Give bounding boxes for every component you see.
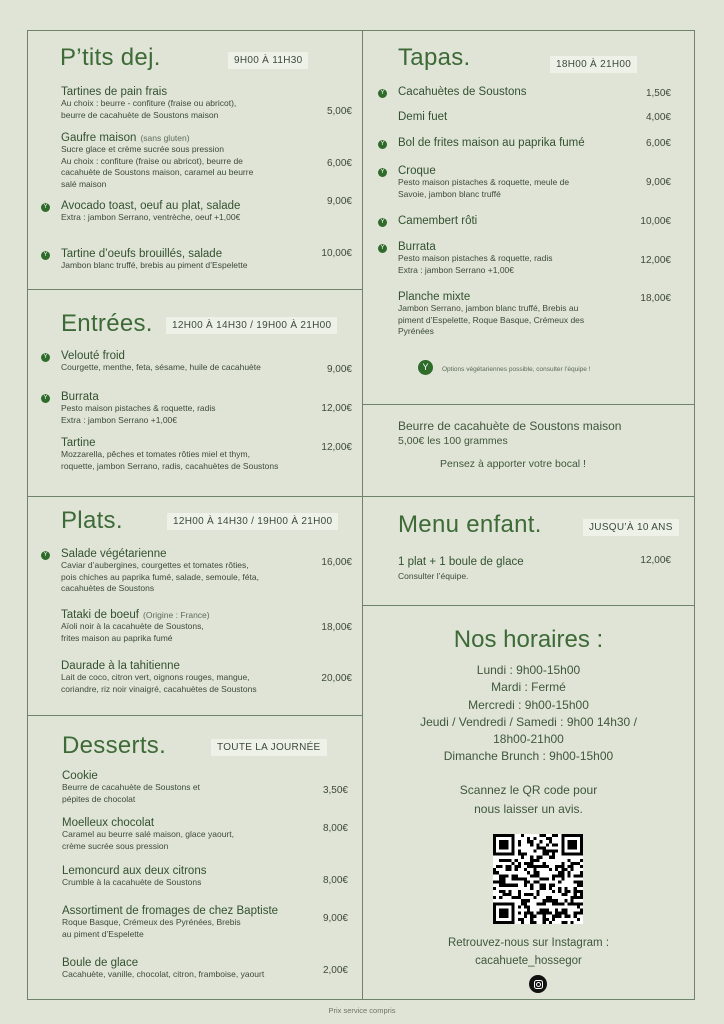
item-description: frites maison au paprika fumé [61,632,173,643]
item-name-text: Demi fuet [398,111,448,123]
plats-title: Plats. [61,507,123,534]
menu-item [380,137,671,149]
horaire-line: Dimanche Brunch : 9h00-15h00 [443,749,614,764]
menu-item [380,165,671,200]
item-name [398,165,671,177]
menu-item [380,86,671,99]
menu-item [61,437,352,472]
item-name-text: Bol de frites maison au paprika fumé [398,137,585,149]
item-name [61,391,352,403]
desserts-hours: TOUTE LA JOURNÉE [211,739,327,756]
item-description: Courgette, menthe, feta, sésame, huile de cacahuète [61,362,261,372]
item-name-text: Cookie [62,770,98,782]
ptits-dej-title: P’tits dej. [60,44,161,71]
enfant-desc: Consulter l’équipe. [398,571,469,581]
item-price: 4,00€ [645,112,671,123]
item-name-text: Gaufre maison [61,132,137,144]
item-description: cacahuètes de Soustons [61,583,155,593]
qr-invite-line2: nous laisser un avis. [474,802,583,816]
entrees-hours: 12H00 À 14H30 / 19H00 À 21H00 [166,317,337,334]
item-name [61,548,352,560]
item-price: 9,00€ [645,177,671,188]
menu-item [380,241,671,276]
horaire-line: Mardi : Fermé [491,680,566,695]
item-name [61,248,352,260]
instagram-icon[interactable] [529,975,547,993]
item-name [398,291,671,303]
item-name-text: Boule de glace [62,957,139,969]
vegetarian-badge-icon: Y [378,244,387,253]
enfant-item: 1 plat + 1 boule de glace [398,556,524,568]
instagram-handle[interactable]: cacahuete_hossegor [475,954,582,967]
vegetarian-badge-icon: Y [41,353,50,362]
divider [362,404,695,405]
tapas-title: Tapas. [398,44,471,71]
item-description: Jambon blanc truffé, brebis au piment d’Espelette [61,260,248,270]
vegetarian-badge-icon: Y [378,89,387,98]
item-name-text: Salade végétarienne [61,548,167,560]
item-description: piment d’Espelette, Roque Basque, Crémeux des [398,314,585,325]
menu-item [62,817,348,852]
item-name-text: Tartine d’oeufs brouillés, salade [61,248,223,260]
item-name-text: Assortiment de fromages de chez Baptiste [62,905,279,917]
item-name-text: Tataki de boeuf [61,609,140,621]
item-description: au piment d’Espelette [62,928,144,939]
item-description: Roque Basque, Crémeux des Pyrénées, Brebis [62,917,241,927]
item-name-text: Tartines de pain frais [61,86,168,98]
item-name-text: Avocado toast, oeuf au plat, salade [61,200,241,212]
horaire-line: Jeudi / Vendredi / Samedi : 9h00 14h30 / [420,714,637,729]
horaire-line: 18h00-21h00 [493,732,564,747]
item-price: 5,00€ [326,106,352,117]
item-description: Caviar d’aubergines, courgettes et tomates rôties, [61,560,249,570]
item-price: 9,00€ [322,913,348,924]
item-description: Extra : jambon Serrano +1,00€ [61,414,177,425]
tapas-hours: 18H00 À 21H00 [550,56,637,73]
divider [27,289,362,290]
horaires-title: Nos horaires : [453,626,604,653]
insta-line1: Retrouvez-nous sur Instagram : [447,937,610,949]
item-description: Pesto maison pistaches & roquette, radis [61,403,216,413]
horaire-line: Lundi : 9h00-15h00 [476,663,581,677]
item-price: 9,00€ [326,196,352,207]
item-price: 6,00€ [326,158,352,169]
item-name [61,660,352,672]
item-description: Caramel au beurre salé maison, glace yaourt, [62,829,234,839]
item-name-text: Lemoncurd aux deux citrons [62,865,207,877]
item-description: Savoie, jambon blanc truffé [398,188,501,199]
item-description: Cacahuète, vanille, chocolat, citron, framboise, yaourt [62,969,265,979]
item-description: Mozzarella, pêches et tomates rôties miel et thym, [61,449,250,459]
menu-item [62,905,348,940]
item-name [61,132,352,144]
item-description: Pesto maison pistaches & roquette, radis [398,253,553,263]
menu-item [61,132,352,190]
enfant-price: 12,00€ [640,555,671,566]
item-name [398,137,671,149]
enfant-title: Menu enfant. [398,511,542,538]
item-name [61,86,352,98]
horaires-list [363,662,694,766]
item-price: 18,00€ [640,293,671,304]
vegetarian-badge-icon: Y [41,203,50,212]
menu-item [398,111,671,123]
menu-item [61,660,352,695]
item-note: (Origine : France) [143,610,210,620]
column-divider [362,30,363,1000]
item-name [398,215,671,227]
item-name [61,200,352,212]
item-price: 1,50€ [645,88,671,99]
item-name-text: Croque [398,165,436,177]
vegetarian-badge-icon: Y [378,140,387,149]
beurre-title: Beurre de cacahuète de Soustons maison [398,419,622,433]
menu-item [43,248,352,272]
item-name [398,241,671,253]
vegetarian-badge-icon: Y [378,218,387,227]
qr-invite [363,781,694,819]
vegetarian-badge-icon: Y [41,251,50,260]
menu-item [398,291,671,338]
item-description: Au choix : beurre - confiture (fraise ou abricot), [61,98,237,108]
item-name-text: Daurade à la tahitienne [61,660,180,672]
menu-item [43,196,352,224]
item-description: Pyrénées [398,326,434,336]
item-price: 6,00€ [645,138,671,149]
desserts-title: Desserts. [62,732,167,759]
item-description: Jambon Serrano, jambon blanc truffé, Brebis au [398,303,579,313]
item-price: 10,00€ [640,216,671,227]
item-price: 3,50€ [322,785,348,796]
footer-note: Prix service compris [328,1006,396,1015]
item-description: salé maison [61,178,107,189]
divider [362,496,695,497]
divider [27,715,362,716]
item-name-text: Moelleux chocolat [62,817,155,829]
entrees-title: Entrées. [61,310,153,337]
beurre-price: 5,00€ les 100 grammes [398,435,508,447]
item-name-text: Planche mixte [398,291,471,303]
item-name [62,905,348,917]
item-description: Au choix : confiture (fraise ou abricot), beurre de [61,155,243,166]
item-name [62,957,348,969]
menu-item [380,215,671,227]
item-name-text: Burrata [398,241,436,253]
item-description: Pesto maison pistaches & roquette, meule de [398,177,570,187]
item-description: Extra : jambon Serrano +1,00€ [398,264,514,275]
item-description: Beurre de cacahuète de Soustons et [62,782,200,792]
item-price: 16,00€ [321,557,352,568]
horaire-line: Mercredi : 9h00-15h00 [468,697,589,712]
item-name [62,770,348,782]
item-description: Sucre glace et crème sucrée sous pression [61,144,224,154]
veg-note: Options végétariennes possible, consulter l’équipe ! [442,366,591,373]
item-price: 9,00€ [326,364,352,375]
vegetarian-badge-icon: Y [418,360,433,375]
item-description: coriandre, riz noir vinaigré, cacahuètes de Soustons [61,683,257,694]
item-description: pépites de chocolat [62,793,136,804]
item-name-text: Tartine [61,437,96,449]
item-price: 12,00€ [640,255,671,266]
vegetarian-badge-icon: Y [41,394,50,403]
menu-item [43,548,352,595]
item-price: 12,00€ [321,442,352,453]
enfant-age: JUSQU’À 10 ANS [583,519,679,536]
item-description: Crumble à la cacahuète de Soustons [62,877,202,887]
beurre-note: Pensez à apporter votre bocal ! [440,458,586,470]
item-description: roquette, jambon Serrano, radis, cacahuètes de Soustons [61,460,279,471]
item-description: Lait de coco, citron vert, oignons rouges, mangue, [61,672,250,682]
menu-item [61,86,352,121]
menu-item [62,865,348,889]
item-description: cacahuète de Soustons maison, caramel au beurre [61,167,254,177]
qr-invite-line1: Scannez le QR code pour [459,783,598,797]
vegetarian-badge-icon: Y [41,551,50,560]
item-name-text: Camembert rôti [398,215,478,227]
plats-hours: 12H00 À 14H30 / 19H00 À 21H00 [167,513,338,530]
menu-item [61,609,352,644]
item-name [398,86,671,98]
menu-item [62,957,348,981]
item-description: beurre de cacahuète de Soustons maison [61,109,219,120]
item-name [62,865,348,877]
item-description: Extra : jambon Serrano, ventrèche, oeuf +1,00€ [61,212,241,222]
item-price: 8,00€ [322,823,348,834]
item-name-text: Velouté froid [61,350,125,362]
item-name [61,437,352,449]
item-price: 20,00€ [321,673,352,684]
item-price: 18,00€ [321,622,352,633]
menu-item [43,391,352,426]
item-name-text: Cacahuètes de Soustons [398,86,527,98]
vegetarian-badge-icon: Y [378,168,387,177]
item-description: pois chiches au paprika fumé, salade, semoule, féta, [61,571,259,582]
item-price: 10,00€ [321,248,352,259]
item-price: 2,00€ [322,965,348,976]
ptits-dej-hours: 9H00 À 11H30 [228,52,308,69]
item-name [398,111,671,123]
item-note: (sans gluten) [140,133,190,143]
divider [362,605,695,606]
menu-item [62,770,348,805]
divider [27,496,362,497]
item-description: crème sucrée sous pression [62,840,169,851]
item-name [61,350,352,362]
menu-item [43,350,352,375]
item-price: 8,00€ [322,875,348,886]
item-description: Aïoli noir à la cacahuète de Soustons, [61,621,204,631]
item-name [62,817,348,829]
item-price: 12,00€ [321,403,352,414]
item-name-text: Burrata [61,391,99,403]
item-name [61,609,352,621]
qr-code[interactable] [493,834,583,924]
insta-info [363,935,694,970]
